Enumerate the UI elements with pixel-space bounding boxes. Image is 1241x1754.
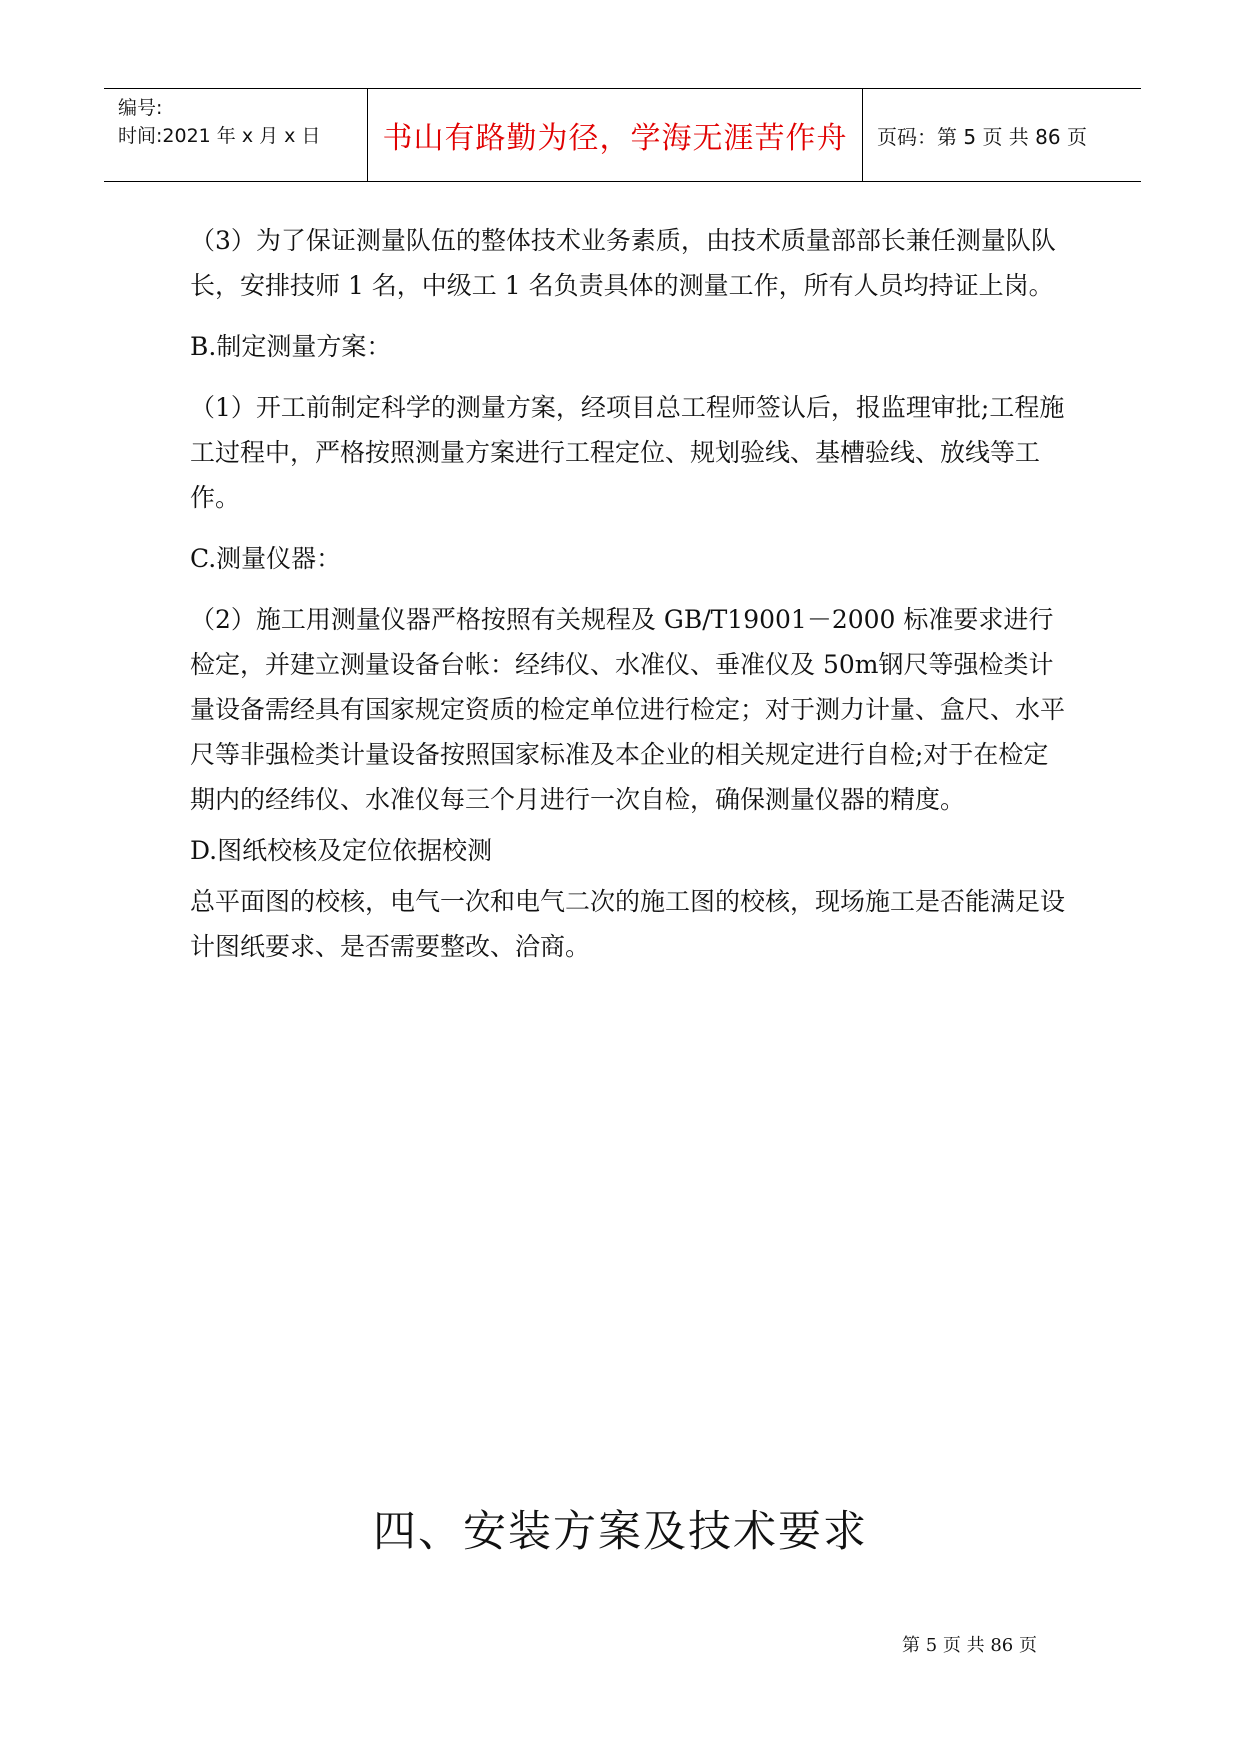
heading-d-drawing-check: D.图纸校核及定位依据校测: [190, 836, 493, 865]
number-label: 编号:: [118, 97, 163, 119]
heading-c-instruments: C.测量仪器：: [190, 544, 342, 573]
section-title: 四、安装方案及技术要求: [373, 1507, 868, 1557]
time-label: 时间:2021 年 x 月 x 日: [118, 125, 321, 147]
page-footer: 第 5 页 共 86 页: [902, 1635, 1037, 1656]
header-page-info: 页码：第 5 页 共 86 页: [877, 124, 1087, 149]
paragraph-staffing: （3）为了保证测量队伍的整体技术业务素质，由技术质量部部长兼任测量队队长，安排技师 1 名，中级工 1 名负责具体的测量工作，所有人员均持证上岗。: [190, 226, 1056, 300]
paragraph-instruments: （2）施工用测量仪器严格按照有关规程及 GB/T19001－2000 标准要求进行检定，并建立测量设备台帐：经纬仪、水准仪、垂准仪及 50m钢尺等强检类计量设备需经具有国家规定资质的检定单位进行检定；对于测力计量、盒尺、水平尺等非强检类计量设备按照国家标准及本企业的相关规定进行自检;对于在检定期内的经纬仪、水准仪每三个月进行一次自检，确保测量仪器的精度。: [190, 605, 1066, 814]
document-body: [190, 218, 1070, 985]
paragraph-survey-plan: （1）开工前制定科学的测量方案，经项目总工程师签认后，报监理审批;工程施工过程中，严格按照测量方案进行工程定位、规划验线、基槽验线、放线等工作。: [190, 393, 1065, 512]
header-motto: 书山有路勤为径，学海无涯苦作舟: [368, 89, 863, 181]
paragraph-drawing-check: 总平面图的校核，电气一次和电气二次的施工图的校核，现场施工是否能满足设计图纸要求、是否需要整改、洽商。: [190, 887, 1066, 961]
heading-b-survey-plan: B.制定测量方案：: [190, 332, 392, 361]
page-header: [104, 88, 1141, 182]
header-meta: [104, 89, 368, 181]
